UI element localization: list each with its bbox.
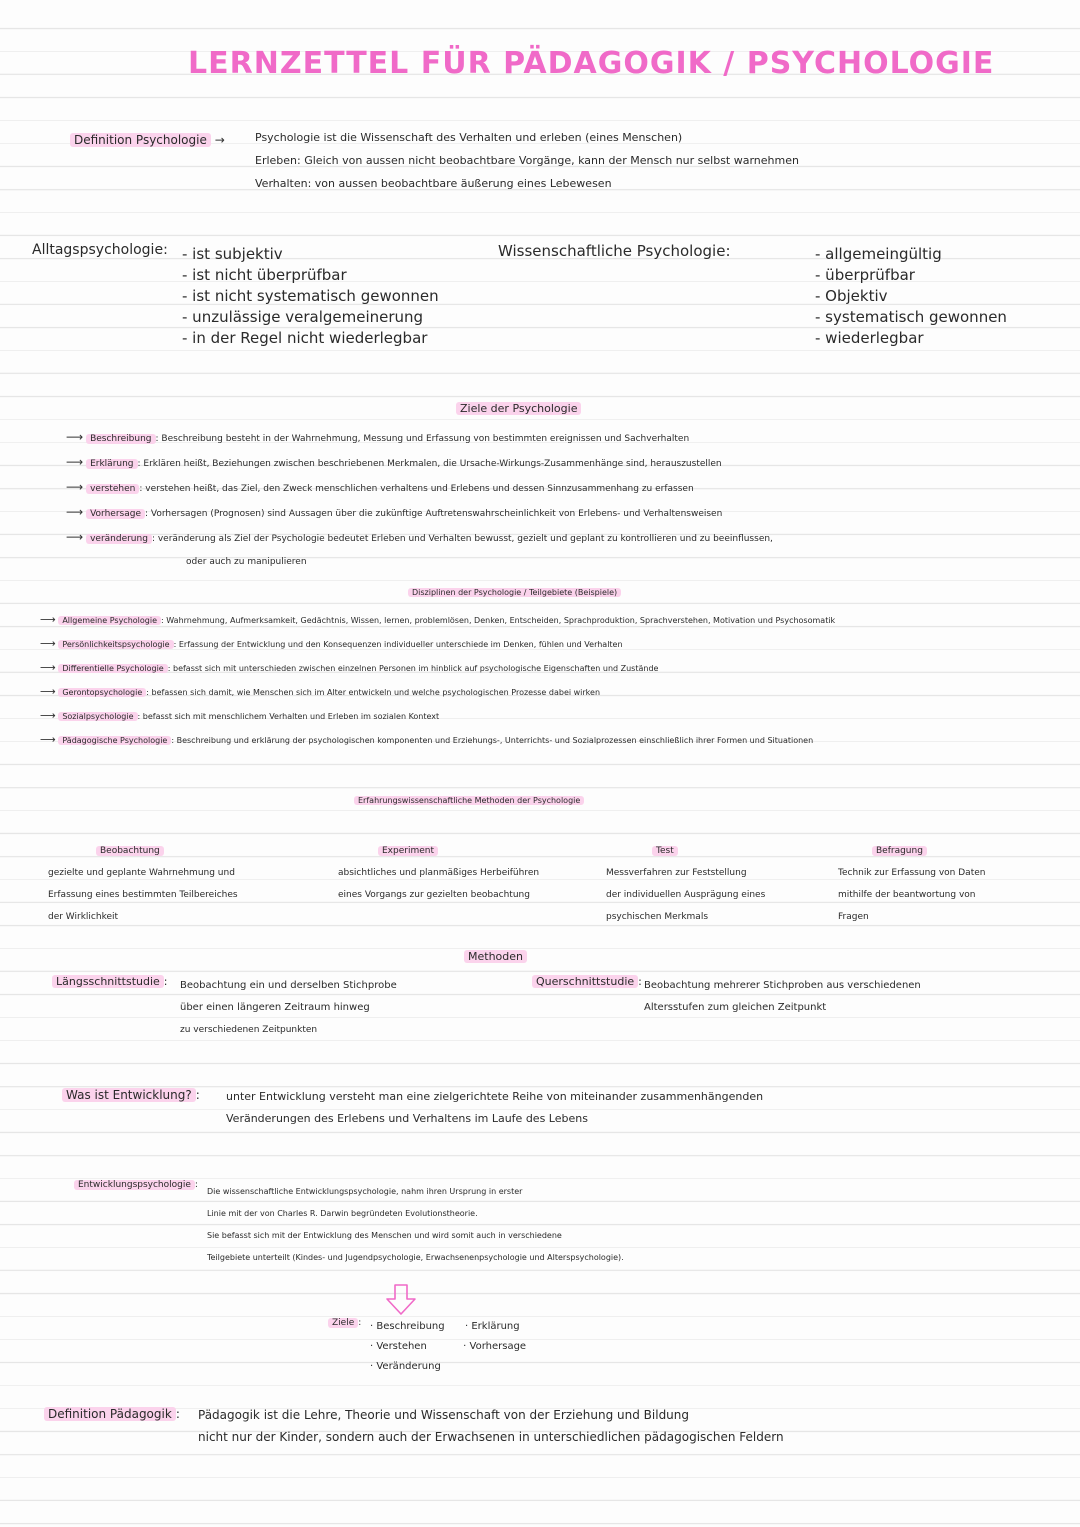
methode-line: der individuellen Ausprägung eines — [606, 890, 766, 900]
ziele-item: ⟶ Beschreibung : Beschreibung besteht in der Wahrnehmung, Messung und Erfassung von bestimmten ereignissen und Sachverhalten — [66, 430, 690, 444]
ziele-heading-text: Ziele der Psychologie — [456, 402, 581, 415]
arrow-down-icon — [384, 1283, 418, 1317]
definition-paedagogik-line: nicht nur der Kinder, sondern auch der Erwachsenen in unterschiedlichen pädagogischen Feldern — [198, 1430, 784, 1444]
ziele-item-text: Vorhersagen (Prognosen) sind Aussagen über die zukünftige Auftretenswahrscheinlichkeit von Erlebens- und Verhaltensweisen — [150, 509, 723, 519]
arrow-right-icon: → — [214, 133, 225, 147]
querschnitt-term: Querschnittstudie — [532, 975, 638, 988]
disziplinen-item-text: befasst sich mit unterschieden zwischen einzelnen Personen im hinblick auf psychologische Eigenschaften und Zustände — [172, 664, 659, 673]
definition-paedagogik-line: Pädagogik ist die Lehre, Theorie und Wissenschaft von der Erziehung und Bildung — [198, 1408, 690, 1422]
ziele-item-term: verstehen — [86, 484, 139, 494]
wissenschaftliche-psychologie-item: - überprüfbar — [815, 266, 915, 284]
arrow-right-icon: ⟶ — [66, 505, 84, 519]
definition-psychologie-term: Definition Psychologie — [70, 133, 211, 147]
arrow-right-icon: ⟶ — [40, 637, 56, 650]
alltagspsychologie-item: - ist nicht systematisch gewonnen — [182, 287, 439, 305]
entwicklungspsychologie-line: Sie befasst sich mit der Entwicklung des Menschen und wird somit auch in verschiedene — [207, 1231, 562, 1240]
methode-beobachtung — [48, 840, 238, 928]
entwicklung-ziel: · Vorhersage — [463, 1341, 527, 1352]
methode-line: Messverfahren zur Feststellung — [606, 868, 747, 878]
wissenschaftliche-psychologie-item: - wiederlegbar — [815, 329, 924, 347]
ziele-item-text: veränderung als Ziel der Psychologie bedeutet Erleben und Verhalten bewusst, gezielt und geplant zu kontrollieren und zu beeinflussen, — [157, 534, 773, 544]
entwicklung-ziele-label: Ziele : — [328, 1318, 361, 1328]
ziele-item-term: Vorhersage — [86, 509, 145, 519]
entwicklung-ziel: · Beschreibung — [370, 1321, 445, 1332]
disziplinen-item-text: Wahrnehmung, Aufmerksamkeit, Gedächtnis, Wissen, lernen, problemlösen, Denken, Entscheiden, Sprachproduktion, Sprachverstehen, Motivation und Psychosomatik — [166, 616, 836, 625]
entwicklung-line: unter Entwicklung versteht man eine zielgerichtete Reihe von miteinander zusammenhängenden — [226, 1090, 764, 1103]
arrow-right-icon: ⟶ — [40, 733, 56, 746]
alltagspsychologie-label: Alltagspsychologie: — [32, 242, 168, 258]
methode-title: Test — [652, 846, 678, 856]
entwicklung-ziele-list — [370, 1317, 526, 1377]
methode-line: absichtliches und planmäßiges Herbeiführen — [338, 868, 540, 878]
entwicklungspsychologie-text — [207, 1181, 624, 1269]
ziele-item-term: veränderung — [86, 534, 152, 544]
entwicklung-ziele-term: Ziele — [328, 1318, 358, 1328]
ziele-item-text: Beschreibung besteht in der Wahrnehmung, Messung und Erfassung von bestimmten ereignissen und Sachverhalten — [161, 434, 690, 444]
entwicklungspsychologie-line: Teilgebiete unterteilt (Kindes- und Jugendpsychologie, Erwachsenenpsychologie und Alterspsychologie). — [207, 1253, 624, 1262]
entwicklungspsychologie-line: Linie mit der von Charles R. Darwin begründeten Evolutionstheorie. — [207, 1209, 478, 1218]
wissenschaftliche-psychologie-term: Wissenschaftliche Psychologie — [498, 242, 726, 260]
disziplinen-heading-text: Disziplinen der Psychologie / Teilgebiete (Beispiele) — [408, 588, 621, 597]
page-title: LERNZETTEL FÜR PÄDAGOGIK / PSYCHOLOGIE — [188, 46, 995, 81]
wissenschaftliche-psychologie-label: Wissenschaftliche Psychologie: — [498, 242, 731, 260]
methode-line: psychischen Merkmals — [606, 912, 709, 922]
arrow-right-icon: ⟶ — [40, 685, 56, 698]
entwicklung-ziel: · Veränderung — [370, 1361, 441, 1372]
disziplinen-item-term: Persönlichkeitspsychologie — [58, 640, 173, 649]
alltagspsychologie-item: - ist subjektiv — [182, 245, 283, 263]
ziele-item: ⟶ verstehen : verstehen heißt, das Ziel, den Zweck menschlichen verhaltens und Erlebens und dessen Sinnzusammenhang zu erfassen — [66, 480, 694, 494]
ziele-heading — [456, 402, 581, 415]
entwicklung-ziel: · Verstehen — [370, 1341, 427, 1352]
disziplinen-item-text: befassen sich damit, wie Menschen sich im Alter entwickeln und welche psychologischen Prozesse dabei wirken — [151, 688, 601, 697]
laengsschnitt-line: zu verschiedenen Zeitpunkten — [180, 1025, 318, 1035]
arrow-right-icon: ⟶ — [40, 709, 56, 722]
entwicklung-label: Was ist Entwicklung? : — [62, 1088, 200, 1102]
entwicklungspsychologie-label: Entwicklungspsychologie : — [74, 1180, 198, 1190]
entwicklung-line: Veränderungen des Erlebens und Verhaltens im Laufe des Lebens — [226, 1112, 588, 1125]
disziplinen-item: ⟶ Pädagogische Psychologie : Beschreibung und erklärung der psychologischen komponenten und Erziehungs-, Unterrichts- und Sozialprozessen einschließlich ihrer Formen und Situationen — [40, 733, 814, 746]
disziplinen-item-term: Sozialpsychologie — [58, 712, 137, 721]
disziplinen-item-term: Pädagogische Psychologie — [58, 736, 171, 745]
ziele-item-term: Beschreibung — [86, 434, 155, 444]
disziplinen-item: ⟶ Persönlichkeitspsychologie : Erfassung der Entwicklung und den Konsequenzen individueller unterschiede im Denken, fühlen und Verhalten — [40, 637, 623, 650]
methode-line: mithilfe der beantwortung von — [838, 890, 976, 900]
methode-title: Befragung — [872, 846, 927, 856]
ziele-item-text: verstehen heißt, das Ziel, den Zweck menschlichen verhaltens und Erlebens und dessen Sinnzusammenhang zu erfassen — [145, 484, 694, 494]
methode-title: Experiment — [378, 846, 438, 856]
methoden-empirisch-heading-text: Erfahrungswissenschaftliche Methoden der Psychologie — [354, 796, 584, 805]
alltagspsychologie-item: - ist nicht überprüfbar — [182, 266, 347, 284]
arrow-right-icon: ⟶ — [66, 530, 84, 544]
methode-line: Fragen — [838, 912, 869, 922]
methode-line: Technik zur Erfassung von Daten — [838, 868, 986, 878]
disziplinen-heading — [408, 588, 621, 597]
ziele-item: ⟶ Vorhersage : Vorhersagen (Prognosen) sind Aussagen über die zukünftige Auftretenswahrscheinlichkeit von Erlebens- und Verhaltensweisen — [66, 505, 723, 519]
laengsschnitt-line: Beobachtung ein und derselben Stichprobe — [180, 980, 397, 991]
arrow-right-icon: ⟶ — [40, 661, 56, 674]
definition-paedagogik-label: Definition Pädagogik : — [44, 1407, 180, 1421]
definition-paedagogik-text — [198, 1404, 784, 1448]
ziele-item-term: Erklärung — [86, 459, 137, 469]
alltagspsychologie-term: Alltagspsychologie — [32, 242, 164, 258]
wissenschaftliche-psychologie-item: - allgemeingültig — [815, 245, 942, 263]
querschnitt-label: Querschnittstudie : — [532, 975, 642, 988]
arrow-right-icon: ⟶ — [66, 430, 84, 444]
methoden-empirisch-heading — [354, 796, 584, 805]
disziplinen-item-term: Allgemeine Psychologie — [58, 616, 161, 625]
methode-experiment — [338, 840, 539, 906]
laengsschnitt-term: Längsschnittstudie — [52, 975, 164, 988]
definition-psychologie-line-1: Psychologie ist die Wissenschaft des Verhalten und erleben (eines Menschen) — [255, 131, 683, 144]
methode-test — [606, 840, 765, 928]
disziplinen-item-term: Differentielle Psychologie — [58, 664, 167, 673]
wissenschaftliche-psychologie-item: - Objektiv — [815, 287, 888, 305]
querschnitt-text — [644, 975, 921, 1019]
disziplinen-item-text: Erfassung der Entwicklung und den Konsequenzen individueller unterschiede im Denken, fühlen und Verhalten — [178, 640, 623, 649]
alltagspsychologie-list — [182, 244, 439, 349]
ziele-item-continuation: oder auch zu manipulieren — [186, 557, 307, 567]
disziplinen-item-text: befasst sich mit menschlichem Verhalten und Erleben im sozialen Kontext — [142, 712, 440, 721]
disziplinen-item: ⟶ Gerontopsychologie : befassen sich damit, wie Menschen sich im Alter entwickeln und welche psychologischen Prozesse dabei wirken — [40, 685, 601, 698]
methoden-heading — [464, 950, 527, 963]
querschnitt-line: Beobachtung mehrerer Stichproben aus verschiedenen — [644, 980, 921, 991]
definition-paedagogik-term: Definition Pädagogik — [44, 1407, 176, 1421]
arrow-right-icon: ⟶ — [66, 480, 84, 494]
laengsschnitt-text — [180, 975, 397, 1041]
querschnitt-line: Altersstufen zum gleichen Zeitpunkt — [644, 1002, 827, 1013]
definition-psychologie-line-2: Erleben: Gleich von aussen nicht beobachtbare Vorgänge, kann der Mensch nur selbst warnehmen — [255, 154, 799, 167]
arrow-right-icon: ⟶ — [40, 613, 56, 626]
entwicklung-text — [226, 1086, 763, 1130]
disziplinen-item: ⟶ Differentielle Psychologie : befasst sich mit unterschieden zwischen einzelnen Personen im hinblick auf psychologische Eigenschaften und Zustände — [40, 661, 659, 674]
methode-line: eines Vorgangs zur gezielten beobachtung — [338, 890, 530, 900]
arrow-right-icon: ⟶ — [66, 455, 84, 469]
disziplinen-list — [40, 608, 1070, 752]
definition-psychologie-label — [70, 133, 225, 147]
entwicklung-term: Was ist Entwicklung? — [62, 1088, 196, 1102]
laengsschnitt-label: Längsschnittstudie : — [52, 975, 168, 988]
methode-line: der Wirklichkeit — [48, 912, 119, 922]
disziplinen-item-term: Gerontopsychologie — [58, 688, 146, 697]
ziele-item-text: Erklären heißt, Beziehungen zwischen beschriebenen Merkmalen, die Ursache-Wirkungs-Zusammenhänge sind, herauszustellen — [143, 459, 722, 469]
methode-line: Erfassung eines bestimmten Teilbereiches — [48, 890, 238, 900]
disziplinen-item-text: Beschreibung und erklärung der psychologischen komponenten und Erziehungs-, Unterrichts- und Sozialprozessen einschließlich ihrer Formen und Situationen — [176, 736, 814, 745]
disziplinen-item: ⟶ Sozialpsychologie : befasst sich mit menschlichem Verhalten und Erleben im sozialen Kontext — [40, 709, 440, 722]
alltagspsychologie-item: - unzulässige veralgemeinerung — [182, 308, 424, 326]
disziplinen-item: ⟶ Allgemeine Psychologie : Wahrnehmung, Aufmerksamkeit, Gedächtnis, Wissen, lernen, problemlösen, Denken, Entscheiden, Sprachproduktion, Sprachverstehen, Motivation und Psychosomatik — [40, 613, 836, 626]
wissenschaftliche-psychologie-list — [815, 244, 1007, 349]
ziele-item: ⟶ Erklärung : Erklären heißt, Beziehungen zwischen beschriebenen Merkmalen, die Ursache-Wirkungs-Zusammenhänge sind, herauszustellen — [66, 455, 722, 469]
methode-line: gezielte und geplante Wahrnehmung und — [48, 868, 235, 878]
ziele-list — [66, 426, 1056, 574]
entwicklung-ziel: · Erklärung — [464, 1321, 520, 1332]
definition-psychologie-line-3: Verhalten: von aussen beobachtbare äußerung eines Lebewesen — [255, 177, 612, 190]
entwicklungspsychologie-term: Entwicklungspsychologie — [74, 1180, 195, 1190]
methode-befragung — [838, 840, 985, 928]
alltagspsychologie-item: - in der Regel nicht wiederlegbar — [182, 329, 428, 347]
laengsschnitt-line: über einen längeren Zeitraum hinweg — [180, 1002, 370, 1013]
wissenschaftliche-psychologie-item: - systematisch gewonnen — [815, 308, 1007, 326]
methoden-heading-text: Methoden — [464, 950, 527, 963]
methode-title: Beobachtung — [96, 846, 164, 856]
ziele-item: ⟶ veränderung : veränderung als Ziel der Psychologie bedeutet Erleben und Verhalten bewusst, gezielt und geplant zu kontrollieren und zu beeinflussen, — [66, 530, 773, 544]
entwicklungspsychologie-line: Die wissenschaftliche Entwicklungspsychologie, nahm ihren Ursprung in erster — [207, 1187, 523, 1196]
